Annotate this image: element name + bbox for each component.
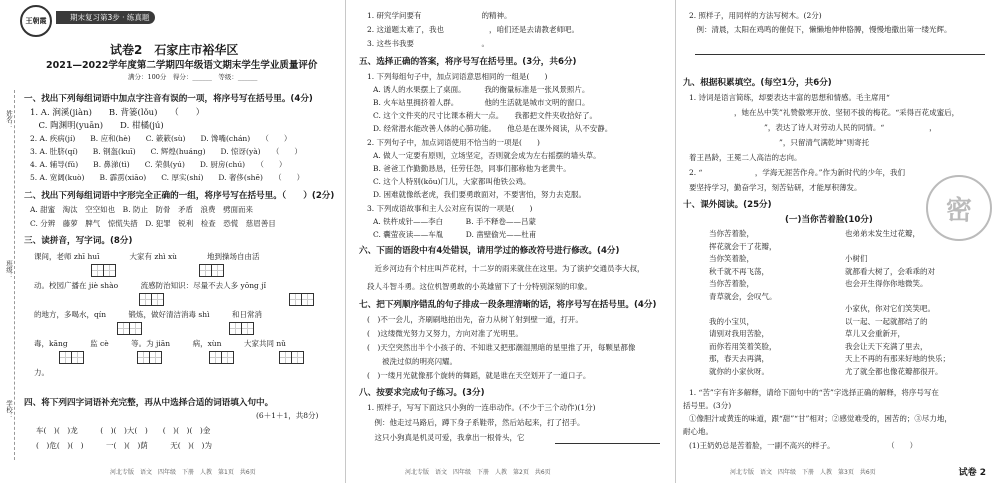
exam-title: 试卷2 石家庄市裕华区: [110, 43, 239, 57]
s5-option: A. 诱人的水果摆上了桌面。 我的衡量标准是一张风景照片。: [373, 85, 590, 94]
pinyin-answer-grid[interactable]: [230, 322, 254, 335]
side-label-class: 班级：: [5, 260, 13, 280]
s6-paragraph: 段人斗智斗勇。这位机智勇敢的小英雄留下了十分特别深刻的印象。: [367, 282, 592, 291]
page-footer: 河北专版 语文 四年级 下册 人教 第3页 共6页: [730, 469, 876, 476]
poem-line: 我的小宝贝，: [709, 316, 754, 326]
poem-line: 也弟弟未发生过花瓣，: [845, 229, 920, 238]
exam-tag: 试卷 2: [958, 468, 986, 478]
s6-paragraph: 近乡河边有个村庄叫芦花村，十二岁的雨来就住在这里。为了演护交通员李大叔，: [367, 264, 645, 273]
review-step-badge: 期末复习第3步 · 练真题: [56, 11, 155, 24]
s3-row: 的地方，多喝水，qín 锻炼，做好清洁消毒 shì 和日常消: [34, 310, 262, 319]
brand-logo: [20, 5, 52, 37]
s5-option: D. 经常潜水能改善人体的心肺功能。 他总是在课外阅读，从不安静。: [373, 124, 613, 133]
poem-line: 就都看大树了，会乖乖的对: [845, 266, 935, 276]
fill-line: 3. 这些书我要 。: [367, 39, 490, 48]
s5-question: 2. 下列句子中，加点词语使用不恰当的一项是( ): [367, 138, 540, 147]
side-label-school: 学校：: [5, 400, 13, 420]
q1-definitions-cont: 耐心地。: [683, 427, 713, 436]
s8-question-2: 2. 照样子，用同样的方法写树木。(2分): [689, 11, 822, 20]
section-1-heading: 一、找出下列每组词语中加点字注音有误的一项，将序号写在括号里。(4分): [24, 94, 313, 104]
section-2-heading: 二、找出下列每组词语中字形完全正确的一组，将序号写在括号里。（ ）(2分): [24, 191, 335, 201]
section-10-heading: 十、课外阅读。(25分): [683, 200, 772, 210]
score-line: 满分：100分 得分：______ 等级：______: [128, 73, 258, 81]
s8-example-2: 例：清晨，太阳在鸡鸣的催促下，懒懒地伸伸胳膊，慢慢地撒出第一缕光辉。: [689, 25, 952, 34]
poem-line: 草儿又会重新开，: [845, 329, 905, 338]
pinyin-answer-grid[interactable]: [60, 351, 84, 364]
s5-option: C. 这个文件夹的尺寸比课本稍大一点。 我都把文件夹收拾好了。: [373, 111, 597, 120]
s9-row: 2. “ ，学海无涯苦作舟。”作为新时代的少年，我们: [689, 168, 905, 177]
q1-sub-question: (1)王奶奶总是苦着脸，一副不高兴的样子。 （ ）: [689, 441, 918, 450]
answer-line[interactable]: [555, 443, 660, 444]
pinyin-answer-grid[interactable]: [138, 351, 162, 364]
s4-row: ( )危( )( ) 一( )( )荫 无( )( )为: [36, 441, 212, 450]
s1-row: 1. A. 涧溪(jiàn) B. 背篓(lǒu) （ ）: [30, 108, 205, 118]
s7-sentence: 被洗过似的明亮闪耀。: [367, 357, 457, 366]
s7-sentence: ( )一缕月光就像那个旋转的舞蹈，就是谁在天空划开了一道口子。: [367, 371, 591, 380]
pinyin-answer-grid[interactable]: [200, 264, 224, 277]
s5-option: A. 铁杵成针——李白 B. 手不释卷——吕蒙: [373, 217, 536, 226]
s7-sentence: ( )天空突然出半个小孩子的、不知谁又把那潮湿黑暗的星里推了开，每颗星都像: [367, 343, 636, 352]
s3-row: 力。: [34, 368, 49, 377]
binding-cut-line: [14, 90, 15, 460]
s9-row: ”，表达了诗人对劳动人民的同情。“ ，: [689, 123, 937, 132]
section-4-heading: 四、将下列四字词语补充完整，再从中选择合适的词语填入句中。: [24, 398, 274, 408]
poem-line: 我会让天下充满了里去，: [845, 341, 928, 351]
page-1: [0, 0, 345, 483]
reading-q1: 1. “苦”字有许多解释，请给下面句中的“苦”字选择正确的解释，将序号写在: [689, 388, 939, 397]
page-footer: 河北专版 语文 四年级 下册 人教 第1页 共6页: [110, 469, 256, 476]
s2-row: A. 甜蜜 淘汰 空空如也 B. 防止 防骨 矛盾 浪费 劈面而来: [30, 205, 253, 214]
poem-line: 天上不再的有那来好地的快乐；: [845, 354, 950, 363]
s1-row: C. 陶渊明(yuān) D. 柑橘(jú): [30, 121, 164, 131]
pinyin-answer-grid[interactable]: [210, 351, 234, 364]
s3-row: 毒，kāng 监 cè 等。为 jiān 病，xùn 大家共同 nǔ: [34, 339, 287, 348]
s5-question: 3. 下列成语故事和主人公对应有误的一项是( ): [367, 204, 533, 213]
s9-row: 1. 诗词是语言简练，却要表达丰富的思想和情感。毛主席用“: [689, 93, 928, 102]
poem-line: 青草就会，会叹气。: [709, 291, 777, 301]
poem-line: 而你若用笑着笑脸，: [709, 341, 777, 351]
poem-line: 也会开生得你你地微笑。: [845, 279, 928, 288]
poem-line: 小树们: [845, 254, 868, 263]
pinyin-answer-grid[interactable]: [140, 293, 164, 306]
pinyin-answer-grid[interactable]: [290, 293, 314, 306]
s5-option: B. 火车站里拥挤着人群。 他的生活就是城市文明的窗口。: [373, 98, 590, 107]
page-2: [345, 0, 675, 483]
s1-row: 2. A. 疾病(jí) B. 应和(hè) C. 簌簌(sù) D. 馋嘴(chán) （ ）: [30, 134, 292, 143]
s8-prompt: 这只小狗真是机灵可爱，我拿出一根骨头，它: [367, 433, 525, 442]
page-footer: 河北专版 语文 四年级 下册 人教 第2页 共6页: [405, 469, 551, 476]
section-9-heading: 九、根据积累填空。(每空1分，共6分): [683, 78, 832, 88]
side-label-name: 姓名：: [5, 110, 13, 130]
poem-line: 挥花就会干了花瓣，: [709, 241, 777, 251]
q1-definitions: ①像胆汁或黄连的味道，跟“甜”“甘”相对；②感觉难受的，困苦的；③尽力地，: [689, 414, 952, 423]
s9-row: 着王昌龄，王冕二人高洁的志向。: [689, 153, 802, 162]
section-5-heading: 五、选择正确的答案，将序号写在括号里。(3分，共6分): [359, 57, 577, 67]
s1-row: 3. A. 肚脐(qí) B. 钢盔(kuī) C. 辉煌(huáng) D. 惊讶(yà) （ ）: [30, 147, 302, 156]
s3-row: 课间，老师 zhī huī 大家有 zhì xù 地到操场自由活: [34, 252, 260, 261]
reading-title: (一)当你苦着脸(10分): [785, 215, 873, 225]
pinyin-answer-grid[interactable]: [280, 351, 304, 364]
s1-row: 5. A. 宽阔(kuò) B. 霹雳(xiāo) C. 厚实(shí) D. 奢侈(shē) （ ）: [30, 173, 305, 182]
confidential-stamp: 密: [926, 175, 992, 241]
poem-line: 小家伙，你对它们笑笑吧。: [845, 304, 935, 313]
s9-row: ，她在丛中笑”礼赞傲寒开放、坚韧不拔的梅花。“采得百花成蜜后，: [689, 108, 960, 117]
pinyin-answer-grid[interactable]: [92, 264, 116, 277]
s7-sentence: ( )这缕微光努力又努力，方向对准了光明里。: [367, 329, 523, 338]
section-6-heading: 六、下面的语段中有4处错误，请用学过的修改符号进行修改。(4分): [359, 246, 620, 256]
s7-sentence: ( )不一会儿，齐刷刷地拍出先，奋力从树丫射到壁一道，打开。: [367, 315, 583, 324]
reading-q1-cont: 括号里。(3分): [683, 401, 732, 410]
fill-line: 2. 这道题太难了，我也 ，咱们还是去请教老师吧。: [367, 25, 580, 34]
poem-line: 尤了就全都也像花瓣都很开。: [845, 366, 943, 376]
s5-option: B. 爸爸工作勤勤恳恳，任劳任怨，同事们都称他为老黄牛。: [373, 164, 571, 173]
s5-question: 1. 下列每组句子中，加点词语意思相同的一组是( ): [367, 72, 548, 81]
s9-row: 要坚持学习，勤奋学习，刻苦钻研，才能厚积薄发。: [689, 183, 862, 192]
poem-line: 请别对我用苦脸，: [709, 329, 769, 338]
fill-line: 1. 研究学问要有 的精神。: [367, 11, 512, 20]
answer-line[interactable]: [695, 54, 985, 55]
s5-option: C. 囊萤夜读——车胤 D. 凿壁偷光——杜甫: [373, 230, 537, 239]
s3-row: 动。校园广播在 jiè shào 流感防治知识：尽量不去人多 yōng jǐ: [34, 281, 266, 290]
poem-line: 就你的小家伙呀。: [709, 366, 769, 376]
section-4-score: (6＋1＋1，共8分): [256, 411, 319, 420]
poem-line: 那，春天去再满，: [709, 354, 769, 363]
poem-line: 秋千就不再飞荡，: [709, 266, 769, 276]
poem-line: 当你苦着脸，: [709, 279, 754, 288]
s5-option: C. 这个人特别(kǒu)门儿，大家都叫他铁公鸡。: [373, 177, 531, 186]
section-3-heading: 三、读拼音，写字词。(8分): [24, 236, 133, 246]
poem-line: 当你笑着脸，: [709, 254, 754, 263]
exam-subtitle: 2021—2022学年度第二学期四年级语文期末学生学业质量评价: [46, 60, 318, 71]
section-8-heading: 八、按要求完成句子练习。(3分): [359, 388, 485, 398]
page-3: [675, 0, 1000, 483]
s5-option: A. 做人一定要有原则，立场坚定，否则就会成为左右摇摆的墙头草。: [373, 151, 601, 160]
logo-text: 王朝霞: [25, 16, 47, 25]
pinyin-answer-grid[interactable]: [118, 322, 142, 335]
s2-row: C. 分辨 藤萝 脾气 惊慌失措 D. 犯罪 锐利 检查 恐慌 慈眉善目: [30, 219, 276, 228]
s8-example: 例：他走过马路后，蹲下身子系鞋带，然后站起来，打了招手。: [367, 418, 585, 427]
poem-line: 当你苦着脸，: [709, 229, 754, 238]
s5-option: D. 困难就像纸老虎，我们要勇敢面对，不要害怕，努力去克服。: [373, 190, 587, 199]
s4-row: 车( )( )龙 ( )( )大( ) ( )( )( )金: [36, 426, 211, 435]
s8-instruction: 1. 照样子，写写下面这只小狗的一连串动作。(不少于三个动作)(1分): [367, 403, 596, 412]
s1-row: 4. A. 辅导(fǔ) B. 鼻涕(tì) C. 荣俱(yú) D. 厨房(chú) （ ）: [30, 160, 287, 169]
s9-row: ”，只留清气满乾坤”则寄托: [689, 138, 870, 147]
section-7-heading: 七、把下列顺序错乱的句子排成一段条理清晰的话，将序号写在括号里。(4分): [359, 300, 657, 310]
poem-line: 以一起、一起就都结了的: [845, 316, 928, 326]
